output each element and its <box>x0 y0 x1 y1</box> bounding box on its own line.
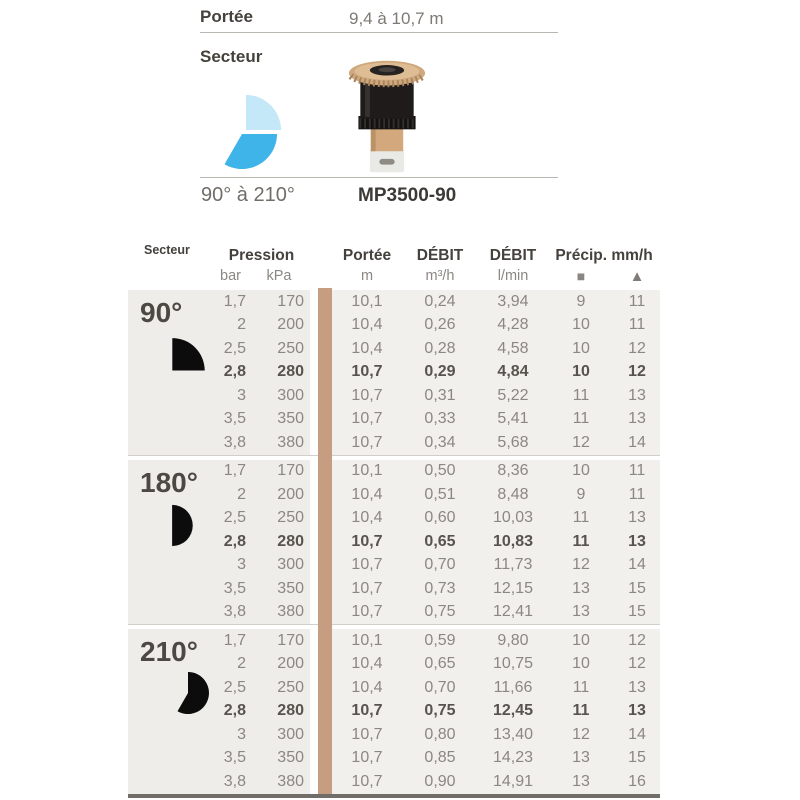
unit-lmin: l/min <box>497 268 529 284</box>
cell-portee: 10,7 <box>351 702 383 720</box>
accent-stripe <box>318 288 332 794</box>
table-body <box>128 290 660 798</box>
cell-bar: 1,7 <box>223 462 246 480</box>
cell-debit-lmin: 8,48 <box>497 485 529 503</box>
cell-portee: 10,1 <box>351 292 383 310</box>
secteur-range-pie-icon <box>206 94 284 172</box>
section-210 <box>128 629 660 794</box>
cell-precip-triangle: 11 <box>628 462 646 480</box>
cell-precip-square: 13 <box>572 603 590 621</box>
cell-debit-m3h: 0,59 <box>424 631 456 649</box>
cell-precip-square: 11 <box>572 386 590 404</box>
cell-debit-m3h: 0,26 <box>424 316 456 334</box>
cell-precip-square: 10 <box>572 655 590 673</box>
header-debit-m3h: DÉBIT <box>416 247 464 264</box>
cell-portee: 10,7 <box>351 532 383 550</box>
cell-debit-m3h: 0,33 <box>424 410 456 428</box>
cell-debit-lmin: 5,68 <box>497 433 529 451</box>
cell-debit-m3h: 0,65 <box>424 532 456 550</box>
cell-debit-lmin: 4,28 <box>497 316 529 334</box>
cell-precip-square: 11 <box>572 702 590 720</box>
cell-kpa: 300 <box>277 725 304 743</box>
cell-bar: 2,8 <box>223 532 246 550</box>
table-bottom-bar <box>128 794 660 798</box>
cell-precip-triangle: 11 <box>628 292 646 310</box>
cell-debit-m3h: 0,73 <box>424 579 456 597</box>
cell-precip-square: 12 <box>572 725 590 743</box>
sector-cell <box>128 290 213 455</box>
cell-kpa: 170 <box>277 292 304 310</box>
cell-portee: 10,7 <box>351 579 383 597</box>
cell-bar: 3 <box>237 556 246 574</box>
cell-debit-lmin: 14,91 <box>492 772 534 790</box>
cell-precip-square: 11 <box>572 532 590 550</box>
divider-top <box>200 32 558 33</box>
cell-bar: 2 <box>237 655 246 673</box>
cell-portee: 10,4 <box>351 485 383 503</box>
cell-debit-lmin: 4,58 <box>497 339 529 357</box>
cell-precip-square: 9 <box>576 485 586 503</box>
precip-square-icon: ■ <box>576 268 586 284</box>
sector-label: 210° <box>140 636 198 667</box>
cell-kpa: 250 <box>277 678 304 696</box>
cell-bar: 2,5 <box>223 509 246 527</box>
cell-debit-lmin: 10,03 <box>492 509 534 527</box>
cell-kpa: 170 <box>277 462 304 480</box>
cell-debit-m3h: 0,65 <box>424 655 456 673</box>
cell-bar: 2 <box>237 485 246 503</box>
cell-bar: 2,8 <box>223 363 246 381</box>
cell-debit-m3h: 0,34 <box>424 433 456 451</box>
cell-kpa: 200 <box>277 316 304 334</box>
cell-precip-square: 12 <box>572 556 590 574</box>
cell-portee: 10,4 <box>351 655 383 673</box>
cell-debit-lmin: 5,41 <box>497 410 529 428</box>
secteur-range-value: 90° à 210° <box>201 184 295 206</box>
cell-debit-m3h: 0,28 <box>424 339 456 357</box>
cell-debit-lmin: 11,66 <box>493 678 533 696</box>
cell-precip-triangle: 12 <box>628 363 646 381</box>
cell-precip-triangle: 11 <box>628 316 646 334</box>
sector-label: 180° <box>140 466 198 498</box>
precip-triangle-icon: ▲ <box>629 268 645 285</box>
unit-m: m <box>360 268 374 284</box>
cell-bar: 3 <box>237 386 246 404</box>
cell-bar: 1,7 <box>223 292 246 310</box>
cell-portee: 10,4 <box>351 678 383 696</box>
cell-precip-triangle: 13 <box>628 410 646 428</box>
cell-debit-m3h: 0,90 <box>424 772 456 790</box>
cell-bar: 3,8 <box>223 603 246 621</box>
cell-debit-lmin: 4,84 <box>497 363 529 381</box>
portee-value: 9,4 à 10,7 m <box>349 9 444 28</box>
cell-debit-m3h: 0,70 <box>424 678 456 696</box>
sector-210-icon <box>166 671 210 715</box>
cell-kpa: 280 <box>277 532 304 550</box>
cell-debit-m3h: 0,75 <box>424 702 456 720</box>
product-photo <box>347 57 427 175</box>
cell-portee: 10,7 <box>351 410 383 428</box>
cell-precip-square: 11 <box>572 509 590 527</box>
cell-precip-square: 10 <box>572 339 590 357</box>
cell-debit-lmin: 14,23 <box>492 749 534 767</box>
cell-kpa: 250 <box>277 339 304 357</box>
cell-kpa: 170 <box>277 631 304 649</box>
cell-precip-triangle: 12 <box>628 339 646 357</box>
cell-precip-triangle: 11 <box>628 485 646 503</box>
cell-portee: 10,7 <box>351 749 383 767</box>
cell-debit-m3h: 0,60 <box>424 509 456 527</box>
cell-portee: 10,7 <box>351 556 383 574</box>
cell-bar: 2 <box>237 316 246 334</box>
cell-precip-square: 11 <box>572 678 590 696</box>
section-180 <box>128 460 660 625</box>
cell-debit-lmin: 12,45 <box>492 702 534 720</box>
cell-precip-triangle: 12 <box>628 655 646 673</box>
cell-kpa: 380 <box>277 772 304 790</box>
cell-debit-m3h: 0,70 <box>424 556 456 574</box>
cell-bar: 2,5 <box>223 339 246 357</box>
section-90 <box>128 290 660 455</box>
cell-debit-m3h: 0,85 <box>424 749 456 767</box>
cell-portee: 10,4 <box>351 509 383 527</box>
cell-precip-triangle: 15 <box>628 603 646 621</box>
cell-kpa: 280 <box>277 702 304 720</box>
header-precip: Précip. mm/h <box>555 247 653 264</box>
cell-precip-square: 9 <box>576 292 586 310</box>
cell-kpa: 350 <box>277 410 304 428</box>
cell-precip-triangle: 16 <box>628 772 646 790</box>
cell-debit-lmin: 8,36 <box>497 462 529 480</box>
cell-precip-square: 12 <box>572 433 590 451</box>
cell-portee: 10,7 <box>351 433 383 451</box>
cell-kpa: 380 <box>277 433 304 451</box>
sector-cell <box>128 629 213 794</box>
unit-m3h: m³/h <box>425 268 455 284</box>
sector-180-icon <box>170 503 193 548</box>
cell-portee: 10,7 <box>351 603 383 621</box>
cell-debit-m3h: 0,75 <box>424 603 456 621</box>
cell-bar: 2,8 <box>223 702 246 720</box>
cell-debit-m3h: 0,80 <box>424 725 456 743</box>
cell-precip-triangle: 13 <box>628 509 646 527</box>
header-pression: Pression <box>228 247 295 264</box>
unit-kpa: kPa <box>266 268 292 284</box>
cell-precip-square: 11 <box>572 410 590 428</box>
table-header <box>128 240 660 291</box>
cell-precip-triangle: 14 <box>628 725 646 743</box>
cell-debit-lmin: 3,94 <box>497 292 529 310</box>
cell-debit-lmin: 12,15 <box>492 579 534 597</box>
cell-precip-square: 13 <box>572 579 590 597</box>
cell-precip-triangle: 12 <box>628 631 646 649</box>
cell-kpa: 300 <box>277 386 304 404</box>
cell-debit-m3h: 0,50 <box>424 462 456 480</box>
header-portee: Portée <box>342 247 392 264</box>
cell-precip-square: 13 <box>572 749 590 767</box>
cell-kpa: 350 <box>277 749 304 767</box>
cell-bar: 3,8 <box>223 433 246 451</box>
cell-bar: 3,5 <box>223 410 246 428</box>
header-debit-lmin: DÉBIT <box>489 247 537 264</box>
cell-portee: 10,7 <box>351 363 383 381</box>
cell-portee: 10,4 <box>351 316 383 334</box>
cell-debit-lmin: 9,80 <box>497 631 529 649</box>
cell-precip-triangle: 14 <box>628 433 646 451</box>
cell-precip-triangle: 13 <box>628 702 646 720</box>
cell-precip-triangle: 14 <box>628 556 646 574</box>
cell-debit-m3h: 0,24 <box>424 292 456 310</box>
cell-precip-triangle: 13 <box>628 678 646 696</box>
cell-precip-square: 10 <box>572 631 590 649</box>
cell-portee: 10,7 <box>351 386 383 404</box>
cell-debit-lmin: 12,41 <box>492 603 534 621</box>
cell-debit-lmin: 13,40 <box>492 725 534 743</box>
cell-kpa: 380 <box>277 603 304 621</box>
cell-kpa: 350 <box>277 579 304 597</box>
cell-portee: 10,7 <box>351 772 383 790</box>
cell-precip-square: 10 <box>572 363 590 381</box>
cell-bar: 2,5 <box>223 678 246 696</box>
cell-kpa: 200 <box>277 655 304 673</box>
sector-label: 90° <box>140 297 183 328</box>
divider-model <box>200 177 558 178</box>
cell-portee: 10,1 <box>351 631 383 649</box>
cell-precip-triangle: 15 <box>628 579 646 597</box>
cell-bar: 3,5 <box>223 579 246 597</box>
cell-portee: 10,1 <box>351 462 383 480</box>
cell-portee: 10,7 <box>351 725 383 743</box>
cell-debit-lmin: 10,83 <box>492 532 534 550</box>
cell-kpa: 300 <box>277 556 304 574</box>
cell-precip-triangle: 13 <box>628 532 646 550</box>
cell-debit-lmin: 10,75 <box>492 655 534 673</box>
sector-cell <box>128 460 213 625</box>
cell-debit-lmin: 5,22 <box>497 386 529 404</box>
cell-kpa: 200 <box>277 485 304 503</box>
cell-debit-lmin: 11,73 <box>493 556 533 574</box>
cell-bar: 3 <box>237 725 246 743</box>
cell-portee: 10,4 <box>351 339 383 357</box>
cell-bar: 1,7 <box>223 631 246 649</box>
secteur-label: Secteur <box>200 47 263 66</box>
header-secteur: Secteur <box>144 243 190 257</box>
cell-bar: 3,5 <box>223 749 246 767</box>
cell-debit-m3h: 0,31 <box>424 386 456 404</box>
cell-precip-square: 13 <box>572 772 590 790</box>
cell-precip-square: 10 <box>572 462 590 480</box>
portee-label: Portée <box>200 7 253 26</box>
unit-bar: bar <box>220 268 241 284</box>
cell-kpa: 250 <box>277 509 304 527</box>
cell-precip-triangle: 13 <box>628 386 646 404</box>
sector-90-icon <box>170 335 207 372</box>
cell-precip-triangle: 15 <box>628 749 646 767</box>
cell-debit-m3h: 0,29 <box>424 363 456 381</box>
cell-precip-square: 10 <box>572 316 590 334</box>
model-name: MP3500-90 <box>358 185 457 206</box>
cell-bar: 3,8 <box>223 772 246 790</box>
cell-kpa: 280 <box>277 363 304 381</box>
cell-debit-m3h: 0,51 <box>424 485 456 503</box>
